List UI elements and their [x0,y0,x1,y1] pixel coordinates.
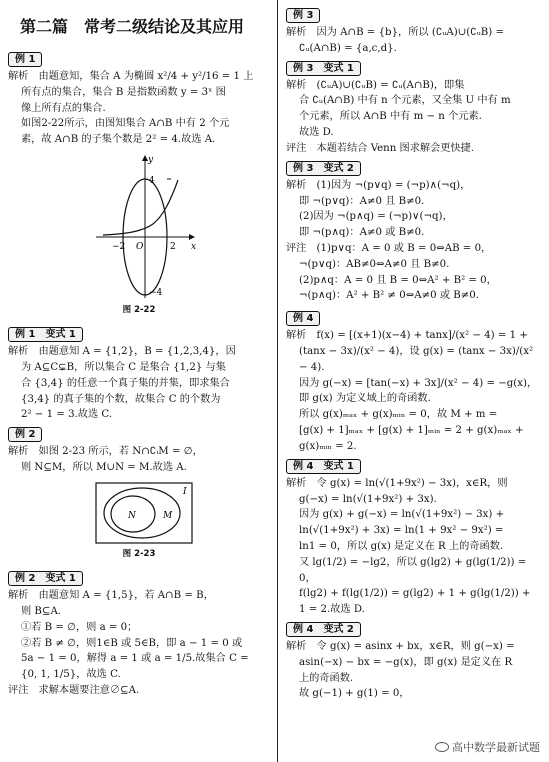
left-column [8,6,270,699]
text-line: 解析 令 g(x) = asinx + bx，x∈R，则 g(−x) = [286,641,515,652]
text-line: 合 ∁ᵤ(A∩B) 中有 n 个元素，又全集 U 中有 m [299,95,511,107]
wechat-icon [435,742,449,752]
text-line: 解析 由题意知 A = {1,2}，B = {1,2,3,4}，因 [8,346,236,358]
text-line: 像上所有点的集合. [21,102,106,114]
text-line: ¬(p∧q)：A² + B² ≠ 0⇔A≠0 或 B≠0. [299,290,480,302]
example-4-solution [286,328,543,455]
text-line: 解析 由题意知，集合 A 为椭圆 x²/4 + y²/16 = 1 上 [8,71,254,82]
text-line: 如图2-22所示，由图知集合 A∩B 中有 2 个元 [21,118,230,130]
figure-caption: 图 2-23 [122,548,156,559]
watermark [432,739,543,756]
comment-line: 评注 本题若结合 Venn 图求解会更快捷. [286,142,475,154]
example-3-variant-2-tag: 例 3 变式 2 [286,161,361,176]
page-title: 第二篇 常考二级结论及其应用 [20,17,245,36]
text-line: 所有点的集合，集合 B 是指数函数 y = 3ˣ 图 [21,86,226,98]
text-line: 素，故 A∩B 的子集个数是 2² = 4.故选 A. [21,134,216,146]
text-line: (tanx − 3x)/(x² − 4)，设 g(x) = (tanx − 3x)/(x² − 4). [299,346,534,373]
text-line: 则 B⊆A. [21,605,62,617]
venn-diagram [8,480,270,546]
ellipse-exponential-graph [8,152,270,302]
text-line: 解析 由题意知 A = {1,5}，若 A∩B = B， [8,590,214,602]
text-line: 则 N⊆M，所以 M∪N = M.故选 A. [21,462,187,474]
example-3-variant-1-tag: 例 3 变式 1 [286,61,361,76]
example-2-variant-1-tag: 例 2 变式 1 [8,571,83,586]
figure-2-22 [8,152,270,302]
text-line: 即 g(x) 为定义域上的奇函数. [299,393,431,405]
text-line: 5a − 1 = 0，解得 a = 1 或 a = 1/5.故集合 C = [21,653,249,665]
text-line: [g(x) + 1]ₘₐₓ + [g(x) + 1]ₘᵢₙ = 2 + g(x)ₘₐₓ + [299,425,524,437]
text-line: 合 {3,4} 的任意一个真子集的并集，即求集合 [21,377,230,389]
example-3-variant-1-solution [286,78,543,157]
text-line: asin(−x) − bx = −g(x)，即 g(x) 是定义在 R [299,656,513,668]
text-line: 解析 (∁ᵤA)∪(∁ᵤB) = ∁ᵤ(A∩B)，即集 [286,79,465,91]
text-line: ln1 = 0，所以 g(x) 是定义在 R 上的奇函数. [299,540,504,552]
text-line: 解析 (1)因为 ¬(p∨q) = (¬p)∧(¬q)， [286,179,471,191]
example-4-tag: 例 4 [286,311,320,326]
origin-label: O [136,242,144,253]
text-line: 即 ¬(p∧q)：A≠0 或 B≠0. [299,227,425,239]
text-line: (2)p∧q：A = 0 且 B = 0⇔A² + B² = 0， [299,274,497,286]
text-line: 解析 令 g(x) = ln(√(1+9x²) − 3x)，x∈R，则 [286,477,508,489]
text-line: 为 A⊆C⊊B，所以集合 C 是集合 {1,2} 与集 [21,362,226,374]
text-line: (2)因为 ¬(p∧q) = (¬p)∨(¬q)， [299,211,453,223]
label-I: I [183,486,187,497]
tick-label-neg2: −2 [112,242,126,253]
text-line: 因为 g(x) + g(−x) = ln(√(1+9x²) − 3x) + [299,509,505,521]
text-line: 2² − 1 = 3.故选 C. [21,409,113,421]
figure-caption: 图 2-22 [122,305,156,316]
text-line: ∁ᵤ(A∩B) = {a,c,d}. [299,42,397,54]
example-3-variant-2-solution [286,178,543,305]
text-line: 个元素，所以 A∩B 中有 m − n 个元素. [299,111,482,123]
example-4-variant-1-tag: 例 4 变式 1 [286,459,361,474]
text-line: ①若 B = ∅，则 a = 0； [21,621,138,633]
tick-label-4: 4 [149,176,155,187]
text-line: g(x)ₘᵢₙ = 2. [299,440,357,452]
text-line: ②若 B ≠ ∅，则1∈B 或 5∈B，即 a − 1 = 0 或 [21,637,243,649]
text-line: 因为 g(−x) = [tan(−x) + 3x]/(x² − 4) = −g(x)， [299,377,538,389]
text-line: ¬(p∨q)：AB≠0⇔A≠0 且 B≠0. [299,258,450,270]
comment-line: 评注 求解本题要注意∅⊆A. [8,684,140,696]
example-3-tag: 例 3 [286,8,320,23]
example-3-solution [286,25,543,57]
example-2-variant-1-solution [8,588,270,699]
text-line: 解析 因为 A∩B = {b}，所以 (∁ᵤA)∪(∁ᵤB) = [286,27,504,38]
text-line: 解析 如图 2-23 所示，若 N∩∁ᵢM = ∅， [8,446,203,458]
example-1-variant-1-solution [8,344,270,423]
text-line: 又 lg(1/2) = −lg2，所以 g(lg2) + g(lg(1/2)) = 0， [299,556,527,584]
label-M: M [163,510,173,521]
text-line: 故 g(−1) + g(1) = 0， [299,688,410,700]
text-line: ln(√(1+9x²) + 3x) = ln(1 + 9x² − 9x²) = [299,525,504,537]
tick-label-2: 2 [170,242,176,253]
text-line: 故选 D. [299,127,334,139]
text-line: {0, 1, 1/5}，故选 C. [21,669,121,681]
x-axis-label: x [191,242,197,253]
universal-set-rect [96,483,192,543]
example-4-variant-1-solution [286,476,543,618]
label-N: N [128,510,136,521]
y-axis-label: y [148,155,154,166]
example-2-tag: 例 2 [8,427,42,442]
watermark-text: 高中数学最新试题 [452,740,540,754]
text-line: {3,4} 的真子集的个数，故集合 C 的个数为 [21,393,221,405]
text-line: 上的奇函数. [299,672,354,684]
column-divider [277,0,278,762]
example-4-variant-2-solution [286,639,543,702]
text-line: f(lg2) + f(lg(1/2)) = g(lg2) + 1 + g(lg(1/2)) + [299,588,531,600]
example-1-variant-1-tag: 例 1 变式 1 [8,327,83,342]
tick-label-neg4: −4 [149,288,163,299]
example-1-tag: 例 1 [8,52,42,67]
example-2-solution [8,444,270,476]
example-4-variant-2-tag: 例 4 变式 2 [286,622,361,637]
text-line: 即 ¬(p∨q)：A≠0 且 B≠0. [299,195,425,207]
text-line: g(−x) = ln(√(1+9x²) + 3x). [299,493,437,505]
text-line: 解析 f(x) = [(x+1)(x−4) + tanx]/(x² − 4) = 1 + [286,330,528,342]
text-line: 1 = 2.故选 D. [299,604,365,616]
text-line: 所以 g(x)ₘₐₓ + g(x)ₘᵢₙ = 0，故 M + m = [299,409,498,421]
figure-2-23 [8,480,270,546]
comment-line: 评注 (1)p∨q：A = 0 或 B = 0⇔AB = 0， [286,242,492,254]
example-1-solution [8,69,270,148]
right-column [286,4,543,702]
